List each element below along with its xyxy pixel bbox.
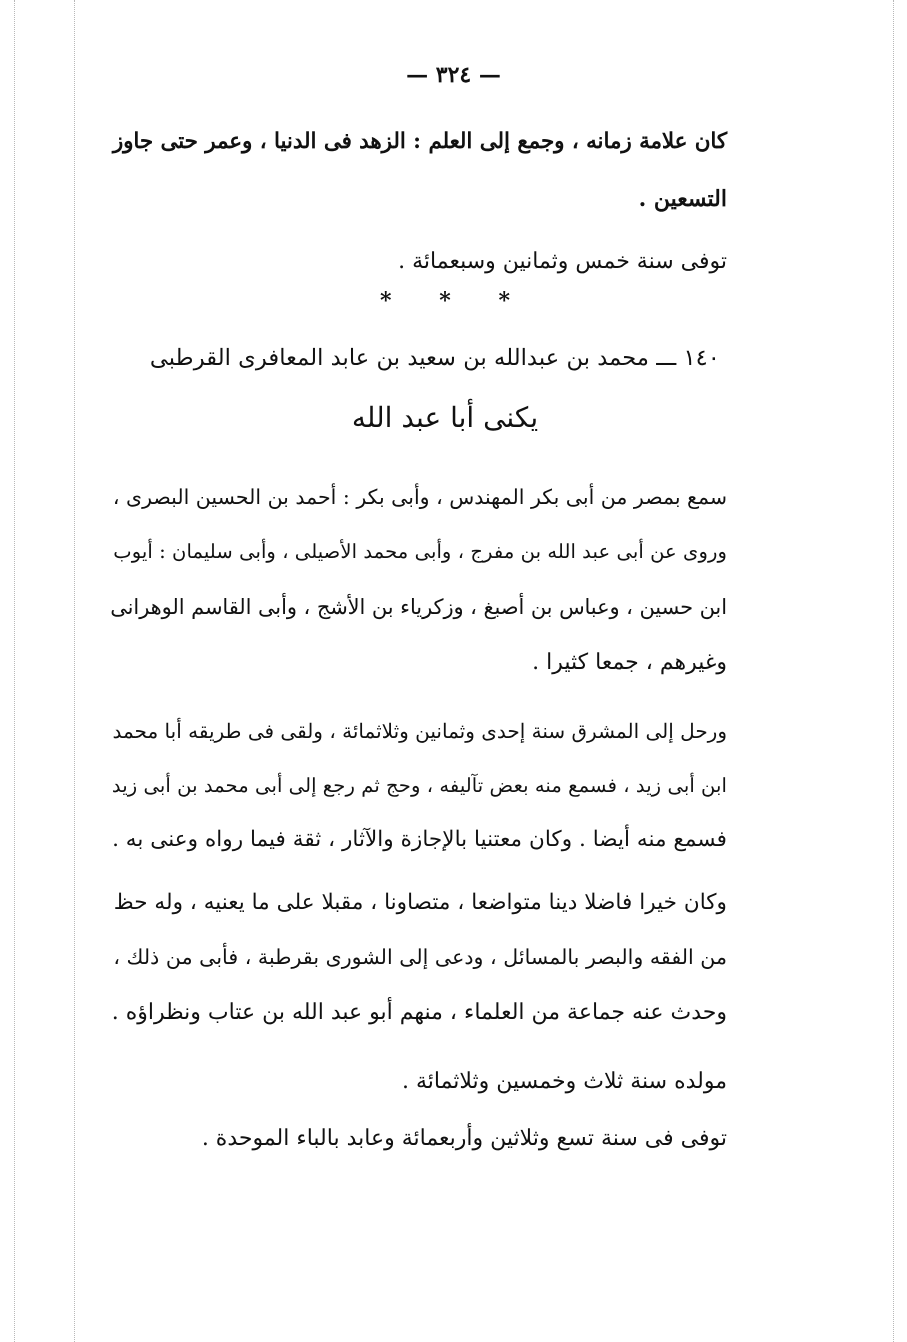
separator-star: * bbox=[498, 288, 510, 314]
entry-kunya: يكنى أبا عبد الله bbox=[351, 401, 539, 434]
right-margin-dots bbox=[893, 0, 894, 1342]
intro-death-line: توفى سنة خمس وثمانين وسبعمائة . bbox=[398, 249, 727, 274]
para3-line-3: وحدث عنه جماعة من العلماء ، منهم أبو عبد الله بن عتاب ونظراؤه . bbox=[111, 1000, 727, 1025]
page-number: — ٣٢٤ — bbox=[406, 62, 501, 88]
para3-line-1: وكان خيرا فاضلا دينا متواضعا ، متصاونا ، مقبلا على ما يعنيه ، وله حظ bbox=[113, 890, 727, 915]
left-margin-dots bbox=[14, 0, 15, 1342]
birth-line: مولده سنة ثلاث وخمسين وثلاثمائة . bbox=[401, 1069, 727, 1094]
para1-line-4: وغيرهم ، جمعا كثيرا . bbox=[532, 650, 727, 675]
para1-line-2: وروى عن أبى عبد الله بن مفرج ، وأبى محمد الأصيلى ، وأبى سليمان : أيوب bbox=[113, 540, 727, 563]
section-separator bbox=[380, 288, 510, 314]
para2-line-3: فسمع منه أيضا . وكان معتنيا بالإجازة والآثار ، ثقة فيما رواه وعنى به . bbox=[112, 827, 727, 852]
separator-star: * bbox=[439, 288, 451, 314]
para2-line-2: ابن أبى زيد ، فسمع منه بعض تآليفه ، وحج ثم رجع إلى أبى محمد بن أبى زيد bbox=[111, 774, 727, 797]
left-inner-dots bbox=[74, 0, 75, 1342]
entry-heading: ١٤٠ ـــ محمد بن عبدالله بن سعيد بن عابد المعافرى القرطبى bbox=[149, 345, 720, 371]
para3-line-2: من الفقه والبصر بالمسائل ، ودعى إلى الشورى بقرطبة ، فأبى من ذلك ، bbox=[113, 945, 727, 969]
para2-line-1: ورحل إلى المشرق سنة إحدى وثمانين وثلاثمائة ، ولقى فى طريقه أبا محمد bbox=[112, 719, 727, 743]
para1-line-1: سمع بمصر من أبى بكر المهندس ، وأبى بكر : أحمد بن الحسين البصرى ، bbox=[112, 485, 727, 509]
para1-line-3: ابن حسين ، وعباس بن أصبغ ، وزكرياء بن الأشج ، وأبى القاسم الوهرانى bbox=[110, 595, 727, 619]
entry-death-line: توفى فى سنة تسع وثلاثين وأربعمائة وعابد بالباء الموحدة . bbox=[201, 1126, 727, 1151]
separator-star: * bbox=[380, 288, 392, 314]
intro-line-2: التسعين . bbox=[638, 186, 727, 212]
intro-line-1: كان علامة زمانه ، وجمع إلى العلم : الزهد فى الدنيا ، وعمر حتى جاوز bbox=[112, 129, 727, 154]
